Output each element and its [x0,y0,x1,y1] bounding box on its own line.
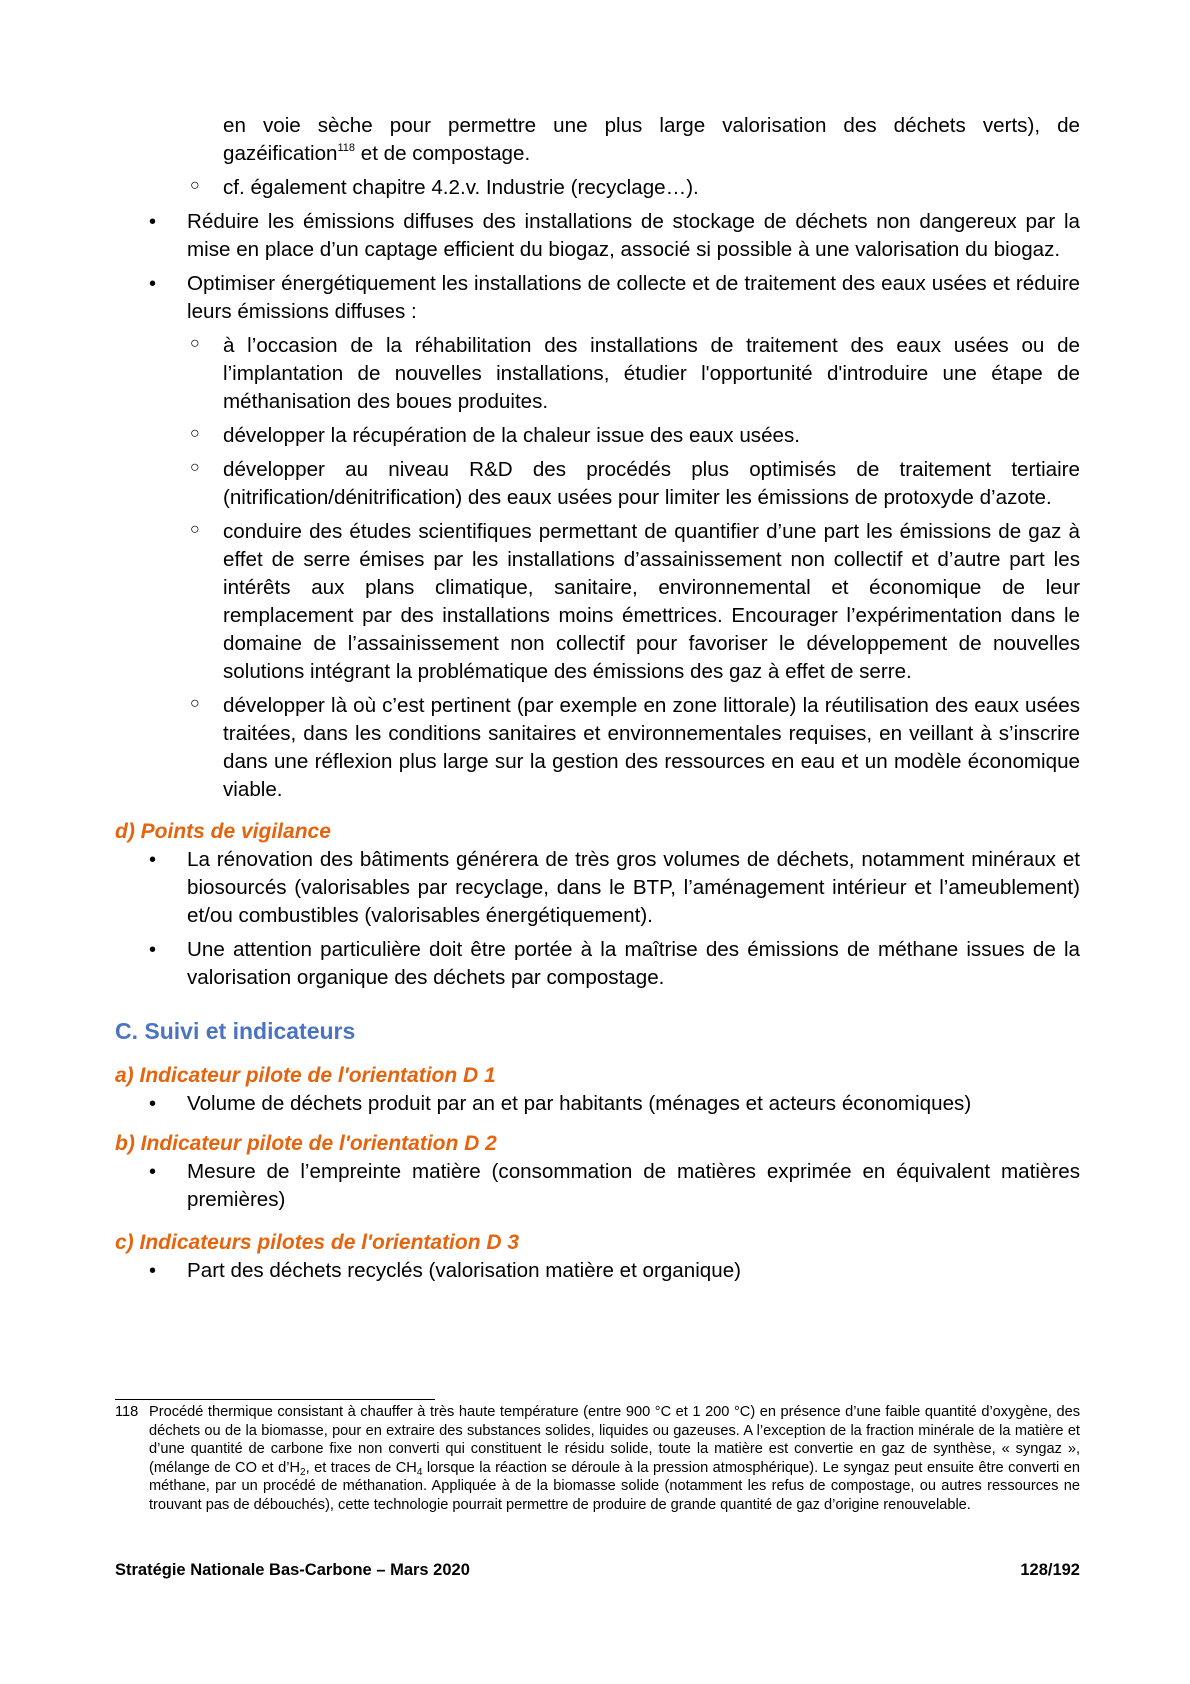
bullet-icon: • [149,273,157,295]
bullet-icon: • [149,1161,157,1183]
subscript: 4 [416,1466,423,1478]
bullet-text: La rénovation des bâtiments générera de très gros volumes de déchets, notamment minéraux et biosourcés (valorisables par recyclage, dans le BTP, l’aménagement intérieur et l’ameublement) et/ou combustibles (valorisables énergétiquement). [187,848,1080,927]
page-footer [115,1561,1080,1580]
subsection-heading-d2: b) Indicateur pilote de l'orientation D 2 [115,1132,497,1155]
bullet-item [115,1090,1080,1118]
bullet-icon: • [149,939,157,961]
circle-bullet-icon: ○ [190,459,200,476]
circle-bullet-icon: ○ [190,335,200,352]
sub-item [115,422,1080,450]
sub-item-text: conduire des études scientifiques permettant de quantifier d’une part les émissions de gaz à effet de serre émises par les installations d’assainissement non collectif et d’autre part les intérêts aux plans climatique, sanitaire, environnemental et économique de leur remplacement par des installations moins émettrices. Encourager l’expérimentation dans le domaine de l’assainissement non collectif pour favoriser le développement de nouvelles solutions intégrant la problématique des émissions des gaz à effet de serre. [223,520,1080,683]
sub-item-text: développer là où c’est pertinent (par exemple en zone littorale) la réutilisation des eaux usées traitées, dans les conditions sanitaires et environnementales requises, en veillant à s’inscrire dans une réflexion plus large sur la gestion des ressources en eau et un modèle économique viable. [223,694,1080,801]
continued-text: en voie sèche pour permettre une plus large valorisation des déchets verts), de gazéification [223,114,1080,165]
bullet-item-eaux-usees [115,270,1080,326]
bullet-icon: • [149,211,157,233]
sub-item [115,518,1080,686]
sub-item-industrie [115,174,1080,202]
sub-item [115,456,1080,512]
bullet-text: Réduire les émissions diffuses des installations de stockage de déchets non dangereux par la mise en place d’un captage efficient du biogaz, associé si possible à une valorisation du biogaz. [187,210,1080,261]
bullet-item [115,936,1080,992]
footnote-ref[interactable]: 118 [337,142,356,154]
continued-text-tail: et de compostage. [355,142,531,165]
sub-item [115,332,1080,416]
bullet-icon: • [149,1260,157,1282]
sub-item [115,692,1080,804]
footer-title: Stratégie Nationale Bas-Carbone – Mars 2020 [115,1561,470,1579]
subsection-heading-d3: c) Indicateurs pilotes de l'orientation D 3 [115,1231,520,1254]
circle-bullet-icon: ○ [190,425,200,442]
bullet-text: Part des déchets recyclés (valorisation matière et organique) [187,1259,742,1282]
bullet-item [115,846,1080,930]
footnote-text [149,1403,1080,1514]
footnote-text-part: lorsque la réaction se déroule à la pression atmosphérique). Le syngaz peut ensuite être converti en méthane, par un procédé de méthanation. Appliquée à de la biomasse solide (notamment les refus de compostage, ou autres ressources ne trouvant pas de débouchés), cette technologie pourrait permettre de produire de grande quantité de gaz d’origine renouvelable. [149,1459,1080,1513]
bullet-icon: • [149,1093,157,1115]
footnote-number: 118 [115,1404,139,1420]
bullet-text: Optimiser énergétiquement les installations de collecte et de traitement des eaux usées et réduire leurs émissions diffuses : [187,272,1080,323]
circle-bullet-icon: ○ [190,521,200,538]
footnote [115,1403,1080,1514]
footnote-text-part: Procédé thermique consistant à chauffer à très haute température (entre 900 °C et 1 200 °C) en présence d’une faible quantité d’oxygène, des déchets ou de la biomasse, pour en extraire des substances solides, liquides ou gazeuses. A l’exception de la fraction minérale de la matière et d’une quantité de carbone fixe non converti qui constituent le résidu solide, toute la matière est convertie en gaz de synthèse, « syngaz », (mélange de CO et d’H [149,1404,1080,1476]
subsection-heading-d1: a) Indicateur pilote de l'orientation D 1 [115,1064,496,1087]
subscript: 2 [300,1466,306,1478]
sub-item-text: développer au niveau R&D des procédés plus optimisés de traitement tertiaire (nitrification/dénitrification) des eaux usées pour limiter les émissions de protoxyde d’azote. [223,458,1080,509]
sub-item-text: développer la récupération de la chaleur issue des eaux usées. [223,424,800,447]
sub-item-text: à l’occasion de la réhabilitation des installations de traitement des eaux usées ou de l’implantation de nouvelles installations, étudier l'opportunité d'introduire une étape de méthanisation des boues produites. [223,334,1080,413]
bullet-text: Mesure de l’empreinte matière (consommation de matières exprimée en équivalent matières premières) [187,1160,1080,1211]
page-body [115,112,1080,1291]
bullet-item-stockage [115,208,1080,264]
bullet-item [115,1257,1080,1285]
bullet-text: Volume de déchets produit par an et par habitants (ménages et acteurs économiques) [187,1092,972,1115]
section-heading-suivi: C. Suivi et indicateurs [115,1018,356,1044]
footnote-separator [115,1399,435,1400]
footnote-text-part: , et traces de CH [305,1459,417,1476]
page-number: 128/192 [1020,1561,1080,1579]
circle-bullet-icon: ○ [190,695,200,712]
circle-bullet-icon: ○ [190,177,200,194]
continued-sub-item [223,112,1080,168]
section-heading-vigilance: d) Points de vigilance [115,820,331,843]
bullet-icon: • [149,849,157,871]
bullet-text: Une attention particulière doit être portée à la maîtrise des émissions de méthane issues de la valorisation organique des déchets par compostage. [187,938,1080,989]
bullet-item [115,1158,1080,1214]
sub-item-text: cf. également chapitre 4.2.v. Industrie (recyclage…). [223,176,699,199]
